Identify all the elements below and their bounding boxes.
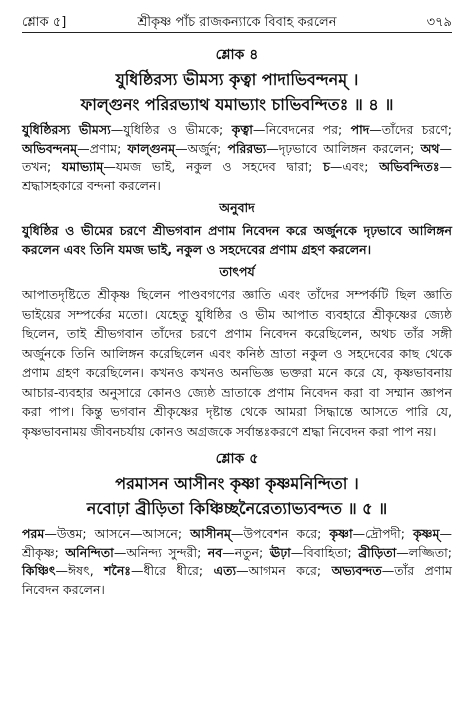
sloka-5-verse-line-1: পরমাসন আসীনং কৃষ্ণা কৃষ্ণমনিন্দিতা ।	[115, 474, 359, 493]
synonym-term: আসীনম্	[190, 526, 231, 541]
sloka-5-verse-line-2: নবোঢ়া ব্রীড়িতা কিঞ্চিচ্ছনৈরেত্যাভ্যবন্দত ॥ ৫ ॥	[86, 499, 388, 518]
sloka-4-purport: আপাতদৃষ্টিতে শ্রীকৃষ্ণ ছিলেন পাণ্ডবগণের জ্ঞাতি এবং তাঁদের সম্পর্কটি ছিল জ্ঞাতি ভাইয়ের সম্পর্কের মতো। যেহেতু যুধিষ্ঠির ও ভীম আপাত ব্যবহারে শ্রীকৃষ্ণের জ্যেষ্ঠ ছিলেন, তাই শ্রীভগবান তাঁদের চরণে প্রণাম নিবেদন করেছিলেন, অথচ তাঁর সঙ্গী অর্জুনকে তিনি আলিঙ্গন করেছিলেন এবং কনিষ্ঠ ভ্রাতা নকুল ও সহদেবের কাছ থেকে প্রণাম গ্রহণ করেছিলেন। কখনও কখনও অনভিজ্ঞ ভক্তরা মনে করে যে, কৃষ্ণভাবনায় আচার-ব্যবহার অনুসারে কোনও জ্যেষ্ঠ ভ্রাতাকে প্রণাম নিবেদন করা বা সম্মান জ্ঞাপন করা পাপ। কিন্তু ভগবান শ্রীকৃষ্ণের দৃষ্টান্ত থেকে আমরা সিদ্ধান্তে আসতে পারি যে, কৃষ্ণভাবনাময় জীবনচর্যায় কোনও অগ্রজকে সর্বান্তঃকরণে শ্রদ্ধা নিবেদন করা পাপ নয়।	[22, 287, 452, 439]
synonym-term: নব	[207, 544, 223, 560]
synonym-gloss: —নতুন;	[222, 544, 270, 560]
sloka-4-title: শ্লোক ৪	[215, 47, 259, 63]
synonym-term: চ	[323, 159, 330, 174]
synonym-term: অথ	[420, 140, 440, 156]
sloka-4-verse-line-1: যুধিষ্ঠিরস্য ভীমস্য কৃত্বা পাদাভিবন্দনম্ ।	[115, 70, 359, 89]
synonym-term: ঊঢ়া	[269, 544, 291, 560]
synonym-gloss: —যমজ ভাই, নকুল ও সহদেব দ্বারা;	[103, 159, 324, 174]
sloka-5-title: শ্লোক ৫	[215, 451, 259, 467]
synonym-term: ভীমস্য	[70, 122, 111, 137]
synonym-gloss: —তাঁদের চরণে;	[369, 122, 453, 137]
synonym-gloss: —উপবেশন করে;	[230, 526, 330, 541]
book-page	[22, 10, 452, 599]
synonym-term: পরিরভ্য	[227, 140, 267, 156]
sloka-5-synonyms	[22, 525, 452, 599]
sloka-4-synonyms	[22, 121, 452, 195]
synonym-term: অভিবন্দিতঃ	[379, 159, 440, 174]
page-number: ৩৭৯	[426, 15, 452, 30]
synonym-gloss: —উত্তম; আসনে—আসনে;	[44, 526, 191, 541]
synonym-term: ব্রীড়িতা	[358, 544, 397, 560]
synonym-gloss: —তখন;	[22, 140, 453, 174]
synonym-term: ফাল্গুনম্	[127, 140, 176, 156]
synonym-term: অনিন্দিতা	[65, 544, 114, 560]
synonym-gloss: —অনিন্দ্য সুন্দরী;	[113, 544, 208, 560]
synonym-term: শনৈঃ	[104, 563, 131, 578]
purport-heading: তাৎপর্য	[219, 264, 255, 279]
header-verse-ref: শ্লোক ৫]	[22, 15, 67, 30]
synonym-gloss: —অর্জুন;	[175, 140, 228, 156]
synonym-term: পাদ	[350, 122, 370, 137]
synonym-gloss: —এবং;	[329, 159, 380, 174]
running-header	[22, 10, 452, 33]
sloka-4-translation: যুধিষ্ঠির ও ভীমের চরণে শ্রীভগবান প্রণাম নিবেদন করে অর্জুনকে দৃঢ়ভাবে আলিঙ্গন করলেন এবং তিনি যমজ ভাই, নকুল ও সহদেবের প্রণাম গ্রহণ করলেন।	[22, 223, 452, 257]
synonym-term: যুধিষ্ঠিরস্য	[22, 122, 71, 137]
sloka-4-verse-line-2: ফাল্গুনং পরিরভ্যাথ যমাভ্যাং চাভিবন্দিতঃ ॥ ৪ ॥	[80, 95, 394, 114]
synonym-term: কৃষ্ণা	[329, 526, 353, 541]
synonym-gloss: —আগমন করে;	[236, 563, 332, 578]
synonym-gloss: —লজ্জিতা;	[396, 544, 452, 560]
synonym-gloss: —ঈষৎ,	[55, 563, 105, 578]
synonym-term: এত্য	[213, 563, 237, 578]
translation-heading: অনুবাদ	[219, 200, 255, 215]
synonym-gloss: —তাঁর প্রণাম নিবেদন করলেন।	[22, 563, 453, 597]
synonym-term: পরম	[22, 526, 45, 541]
synonym-term: যমাভ্যাম্	[62, 159, 104, 174]
header-chapter-title: শ্রীকৃষ্ণ পাঁচ রাজকন্যাকে বিবাহ করলেন	[137, 15, 337, 30]
synonym-term: কৃত্বা	[231, 122, 253, 137]
synonym-gloss: —শ্রীকৃষ্ণ;	[22, 526, 452, 560]
synonym-gloss: —শ্রদ্ধাসহকারে বন্দনা করলেন।	[22, 159, 453, 193]
synonym-term: অভিবন্দনম্	[22, 140, 78, 156]
synonym-gloss: —ধীরে ধীরে;	[130, 563, 214, 578]
synonym-gloss: —দ্রৌপদী;	[352, 526, 413, 541]
synonym-gloss: —যুধিষ্ঠির ও ভীমকে;	[110, 122, 232, 137]
synonym-term: কিঞ্চিৎ	[22, 563, 56, 578]
synonym-gloss: —নিবেদনের পর;	[252, 122, 351, 137]
synonym-gloss: —প্রণাম;	[77, 140, 128, 156]
synonym-term: কৃষ্ণম্	[412, 526, 440, 541]
synonym-term: অভ্যবন্দত	[331, 563, 382, 578]
synonym-gloss: —বিবাহিতা;	[290, 544, 359, 560]
synonym-gloss: —দৃঢ়ভাবে আলিঙ্গন করলেন;	[266, 140, 421, 156]
